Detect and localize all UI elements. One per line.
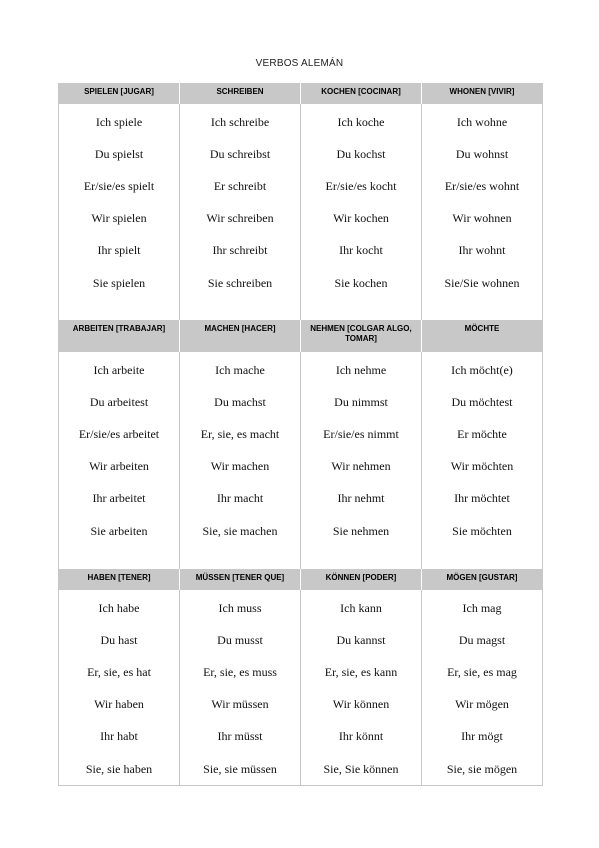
table-cell: Er/sie/es nimmt <box>301 418 422 450</box>
table-cell: Sie spielen <box>59 267 180 299</box>
column-header: WHONEN [VIVIR] <box>422 83 543 104</box>
table-header-row <box>59 569 543 590</box>
table-cell: Du kochst <box>301 138 422 170</box>
table-cell: Wir schreiben <box>180 203 301 235</box>
table-cell: Du schreibst <box>180 138 301 170</box>
table-cell: Ihr nehmt <box>301 483 422 515</box>
table-cell: Ich möcht(e) <box>422 352 543 386</box>
table-cell: Ich schreibe <box>180 104 301 138</box>
table-cell: Ich spiele <box>59 104 180 138</box>
table-cell: Wir möchten <box>422 451 543 483</box>
table-row <box>59 418 543 450</box>
table-row <box>59 451 543 483</box>
table-cell: Ich koche <box>301 104 422 138</box>
table-row <box>59 267 543 299</box>
table-cell: Ich wohne <box>422 104 543 138</box>
table-row <box>59 515 543 547</box>
table-cell: Er, sie, es hat <box>59 656 180 688</box>
table-cell: Wir wohnen <box>422 203 543 235</box>
table-cell: Wir haben <box>59 689 180 721</box>
table-cell: Ihr habt <box>59 721 180 753</box>
table-cell: Du wohnst <box>422 138 543 170</box>
table-header-row <box>59 320 543 352</box>
table-cell: Wir mögen <box>422 689 543 721</box>
table-cell: Sie/Sie wohnen <box>422 267 543 299</box>
table-cell: Sie, sie mögen <box>422 753 543 786</box>
table-cell: Du nimmst <box>301 386 422 418</box>
table-cell: Du musst <box>180 624 301 656</box>
table-row <box>59 590 543 624</box>
verb-table-3 <box>58 569 543 786</box>
verb-table-1 <box>58 83 543 332</box>
column-header: SPIELEN [JUGAR] <box>59 83 180 104</box>
table-row <box>59 104 543 138</box>
table-cell: Sie kochen <box>301 267 422 299</box>
table-cell: Ihr schreibt <box>180 235 301 267</box>
table-body <box>59 104 543 332</box>
table-cell: Wir müssen <box>180 689 301 721</box>
table-cell: Du kannst <box>301 624 422 656</box>
table-row <box>59 352 543 386</box>
table-cell: Er, sie, es mag <box>422 656 543 688</box>
table-cell: Ich arbeite <box>59 352 180 386</box>
table-cell: Wir arbeiten <box>59 451 180 483</box>
table-cell: Ihr möchtet <box>422 483 543 515</box>
table-cell: Wir nehmen <box>301 451 422 483</box>
table-cell: Wir können <box>301 689 422 721</box>
table-cell: Du möchtest <box>422 386 543 418</box>
column-header: NEHMEN [COLGAR ALGO, TOMAR] <box>301 320 422 352</box>
table-row <box>59 753 543 786</box>
table-cell: Ihr arbeitet <box>59 483 180 515</box>
table-cell: Sie, Sie können <box>301 753 422 786</box>
table-row <box>59 689 543 721</box>
column-header: SCHREIBEN <box>180 83 301 104</box>
table-cell: Ich habe <box>59 590 180 624</box>
column-header: HABEN [TENER] <box>59 569 180 590</box>
table-cell: Du arbeitest <box>59 386 180 418</box>
verb-table-2 <box>58 320 543 580</box>
table-cell: Ich mag <box>422 590 543 624</box>
table-cell: Ihr wohnt <box>422 235 543 267</box>
table-cell: Du hast <box>59 624 180 656</box>
table-cell: Sie möchten <box>422 515 543 547</box>
table-cell: Wir machen <box>180 451 301 483</box>
table-cell: Er, sie, es kann <box>301 656 422 688</box>
table-cell: Er, sie, es muss <box>180 656 301 688</box>
table-cell: Ihr spielt <box>59 235 180 267</box>
document-title: VERBOS ALEMÁN <box>255 58 344 69</box>
table-cell: Sie, sie haben <box>59 753 180 786</box>
table-cell: Ihr kocht <box>301 235 422 267</box>
table-row <box>59 203 543 235</box>
table-cell: Sie, sie machen <box>180 515 301 547</box>
table-cell: Ihr könnt <box>301 721 422 753</box>
column-header: ARBEITEN [TRABAJAR] <box>59 320 180 352</box>
table-cell: Er/sie/es spielt <box>59 170 180 202</box>
table-cell: Sie nehmen <box>301 515 422 547</box>
table-body <box>59 352 543 580</box>
table-row <box>59 386 543 418</box>
table-cell: Wir spielen <box>59 203 180 235</box>
table-cell: Sie schreiben <box>180 267 301 299</box>
table-cell: Wir kochen <box>301 203 422 235</box>
table-cell: Du spielst <box>59 138 180 170</box>
table-cell: Ich kann <box>301 590 422 624</box>
table-cell: Du machst <box>180 386 301 418</box>
table-row <box>59 721 543 753</box>
table-row <box>59 624 543 656</box>
table-row <box>59 483 543 515</box>
table-cell: Er schreibt <box>180 170 301 202</box>
column-header: MÖCHTE <box>422 320 543 352</box>
table-cell: Ihr macht <box>180 483 301 515</box>
column-header: MACHEN [HACER] <box>180 320 301 352</box>
table-cell: Er möchte <box>422 418 543 450</box>
table-header-row <box>59 83 543 104</box>
table-cell: Er/sie/es kocht <box>301 170 422 202</box>
column-header: KOCHEN [COCINAR] <box>301 83 422 104</box>
table-cell: Sie arbeiten <box>59 515 180 547</box>
column-header: MÖGEN [GUSTAR] <box>422 569 543 590</box>
table-cell: Er/sie/es wohnt <box>422 170 543 202</box>
table-cell: Ich muss <box>180 590 301 624</box>
table-row <box>59 656 543 688</box>
table-cell: Du magst <box>422 624 543 656</box>
table-cell: Er/sie/es arbeitet <box>59 418 180 450</box>
table-cell: Ihr müsst <box>180 721 301 753</box>
column-header: KÖNNEN [PODER] <box>301 569 422 590</box>
table-cell: Ich nehme <box>301 352 422 386</box>
column-header: MÜSSEN [TENER QUE] <box>180 569 301 590</box>
table-body <box>59 590 543 786</box>
table-cell: Er, sie, es macht <box>180 418 301 450</box>
table-row <box>59 235 543 267</box>
table-cell: Ihr mögt <box>422 721 543 753</box>
table-cell: Ich mache <box>180 352 301 386</box>
table-row <box>59 170 543 202</box>
table-row <box>59 138 543 170</box>
table-cell: Sie, sie müssen <box>180 753 301 786</box>
